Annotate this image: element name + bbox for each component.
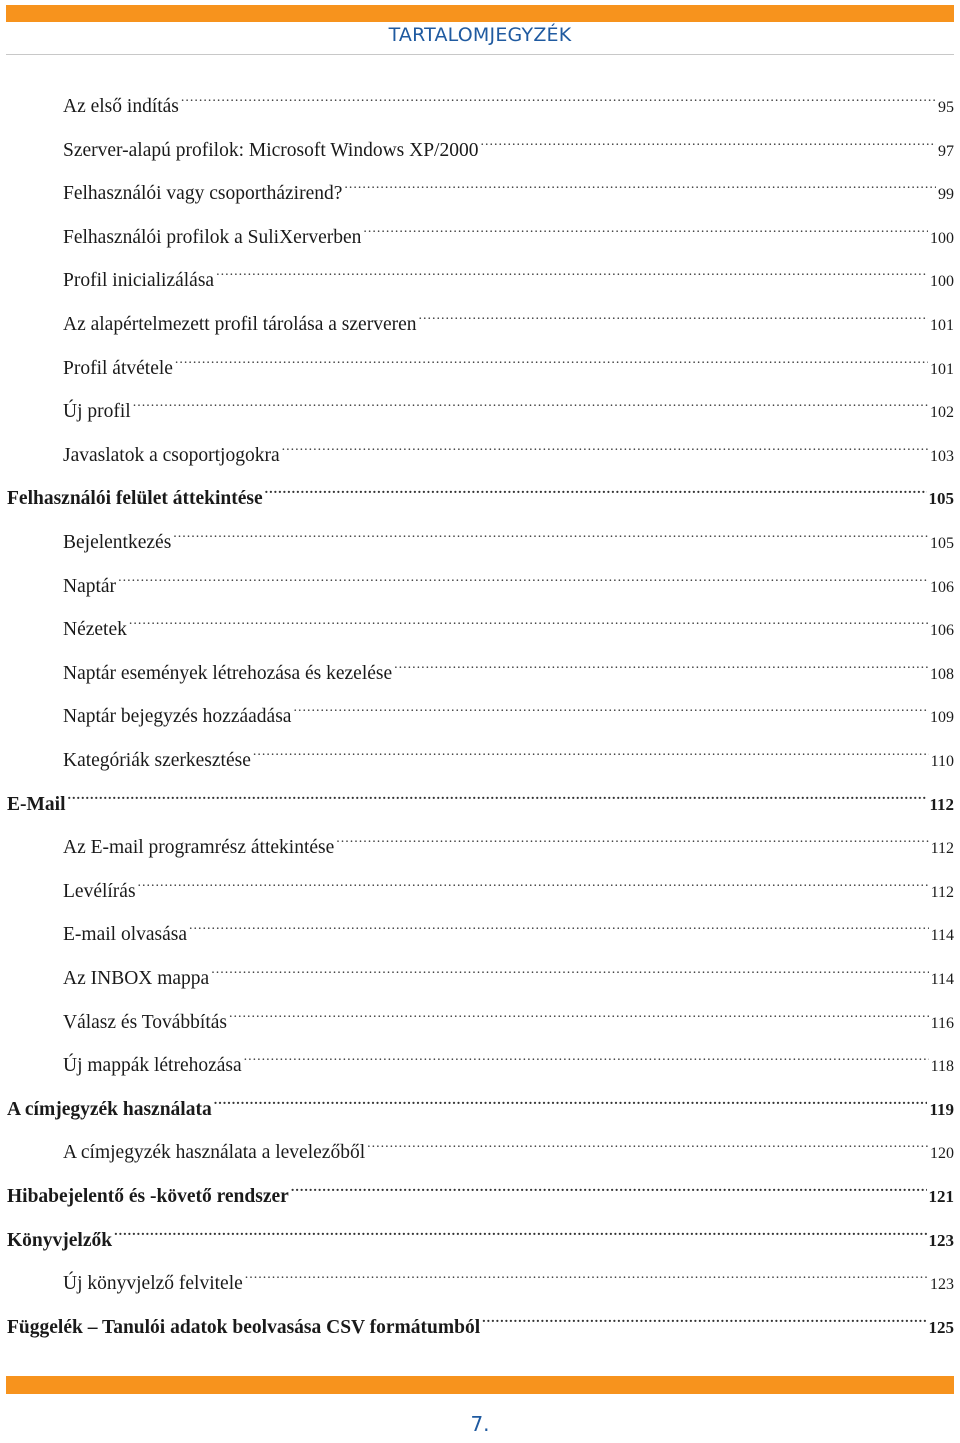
toc-entry[interactable]	[63, 126, 954, 161]
toc-entry[interactable]	[63, 954, 954, 989]
toc-entry-page: 106	[930, 578, 954, 596]
toc-dot-leader	[480, 126, 936, 156]
toc-dot-leader	[336, 823, 928, 853]
toc-dot-leader	[253, 736, 929, 766]
toc-entry[interactable]	[63, 1041, 954, 1077]
toc-dot-leader	[138, 867, 929, 897]
toc-dot-leader	[367, 1128, 928, 1158]
toc-entry-title: Új könyvjelző felvitele	[63, 1273, 243, 1295]
toc-entry-page: 112	[930, 840, 954, 858]
toc-dot-leader	[216, 256, 928, 286]
toc-entry-page: 100	[930, 229, 954, 247]
toc-entry-title: Felhasználói felület áttekintése	[7, 488, 263, 510]
toc-entry[interactable]	[63, 736, 954, 771]
toc-entry-page: 114	[930, 971, 954, 988]
toc-dot-leader	[482, 1303, 926, 1333]
toc-entry[interactable]	[63, 169, 954, 205]
toc-entry-title: Profil átvétele	[63, 357, 173, 379]
toc-entry-title: Naptár	[63, 575, 117, 597]
toc-entry-title: Könyvjelzők	[7, 1229, 113, 1251]
toc-dot-leader	[229, 998, 929, 1028]
toc-entry-page: 108	[930, 665, 954, 683]
toc-entry-title: Javaslatok a csoportjogokra	[63, 444, 280, 466]
toc-entry-page: 112	[929, 794, 954, 814]
toc-entry-title: Szerver-alapú profilok: Microsoft Windows XP/2000	[63, 139, 479, 161]
page-title: TARTALOMJEGYZÉK	[388, 24, 572, 46]
toc-entry-title: A címjegyzék használata	[7, 1098, 212, 1120]
toc-entry[interactable]	[63, 605, 954, 641]
toc-dot-leader	[189, 910, 929, 940]
header-accent-bar	[6, 5, 954, 22]
toc-entry-page: 105	[928, 489, 954, 509]
toc-dot-leader	[419, 300, 928, 330]
toc-entry[interactable]	[7, 1172, 954, 1207]
toc-entry-page: 123	[930, 1276, 954, 1294]
toc-entry-title: Naptár események létrehozása és kezelése	[63, 662, 393, 684]
toc-entry-page: 105	[930, 535, 954, 552]
toc-entry[interactable]	[63, 1259, 954, 1295]
toc-entry-title: Az INBOX mappa	[63, 968, 210, 989]
toc-entry-title: Profil inicializálása	[63, 270, 215, 292]
toc-dot-leader	[214, 1085, 928, 1115]
toc-entry-page: 101	[930, 317, 954, 334]
toc-entry-title: Az E-mail programrész áttekintése	[63, 837, 335, 859]
toc-entry-page: 121	[928, 1187, 954, 1206]
toc-entry-title: Válasz és Továbbítás	[63, 1011, 227, 1033]
toc-entry-title: Bejelentkezés	[63, 532, 172, 553]
toc-entry-title: Felhasználói profilok a SuliXerverben	[63, 226, 362, 248]
header-divider	[6, 54, 954, 55]
toc-entry-page: 97	[938, 142, 954, 160]
toc-entry-title: Új mappák létrehozása	[63, 1055, 242, 1077]
toc-entry[interactable]	[63, 867, 954, 902]
toc-entry-title: Levélírás	[63, 880, 136, 902]
toc-entry[interactable]	[7, 1216, 954, 1251]
toc-entry-title: Új profil	[63, 401, 131, 423]
toc-entry[interactable]	[63, 300, 954, 335]
toc-dot-leader	[244, 1041, 929, 1071]
toc-dot-leader	[114, 1216, 926, 1246]
toc-entry-page: 101	[930, 360, 954, 378]
toc-dot-leader	[173, 518, 928, 548]
toc-entry[interactable]	[63, 998, 954, 1033]
toc-entry[interactable]	[63, 387, 954, 423]
toc-entry-title: Függelék – Tanulói adatok beolvasása CSV formátumból	[7, 1316, 481, 1338]
toc-entry-title: Az első indítás	[63, 96, 179, 117]
toc-entry-title: E-mail olvasása	[63, 924, 187, 946]
toc-entry[interactable]	[7, 474, 954, 510]
toc-entry-page: 123	[928, 1230, 954, 1250]
toc-entry-page: 106	[930, 622, 954, 640]
toc-entry-page: 110	[930, 753, 954, 770]
toc-entry-page: 114	[930, 927, 954, 945]
toc-entry-page: 103	[930, 447, 954, 465]
toc-entry-page: 99	[938, 186, 954, 204]
toc-entry[interactable]	[63, 649, 954, 684]
toc-entry-title: Nézetek	[63, 619, 127, 641]
toc-dot-leader	[68, 780, 928, 810]
toc-dot-leader	[118, 562, 928, 592]
toc-entry[interactable]	[7, 1303, 954, 1338]
toc-entry[interactable]	[63, 256, 954, 292]
toc-entry[interactable]	[7, 780, 954, 815]
toc-entry[interactable]	[63, 431, 954, 466]
toc-entry-title: Hibabejelentő és -követő rendszer	[7, 1186, 289, 1207]
toc-entry-page: 112	[930, 883, 954, 901]
toc-dot-leader	[133, 387, 928, 417]
toc-dot-leader	[291, 1172, 927, 1202]
toc-entry[interactable]	[7, 1085, 954, 1120]
page-number: 7.	[470, 1412, 490, 1436]
toc-entry-page: 102	[930, 404, 954, 422]
footer-accent-bar	[6, 1376, 954, 1394]
toc-entry-title: Kategóriák szerkesztése	[63, 750, 251, 771]
toc-entry-title: A címjegyzék használata a levelezőből	[63, 1142, 366, 1164]
toc-entry-title: Az alapértelmezett profil tárolása a szerveren	[63, 314, 417, 335]
toc-dot-leader	[245, 1259, 928, 1289]
toc-dot-leader	[129, 605, 928, 635]
toc-entry-title: Felhasználói vagy csoportházirend?	[63, 183, 343, 205]
toc-dot-leader	[363, 213, 928, 243]
toc-entry[interactable]	[63, 823, 954, 859]
toc-dot-leader	[293, 692, 928, 722]
toc-dot-leader	[282, 431, 928, 461]
toc-entry[interactable]	[63, 1128, 954, 1164]
toc-dot-leader	[394, 649, 928, 679]
toc-entry[interactable]	[63, 562, 954, 597]
toc-entry[interactable]	[63, 213, 954, 248]
toc-entry-page: 95	[938, 99, 954, 116]
toc-dot-leader	[181, 82, 936, 112]
toc-entry-title: Naptár bejegyzés hozzáadása	[63, 706, 292, 728]
toc-entry-page: 109	[930, 709, 954, 727]
toc-entry-page: 118	[930, 1058, 954, 1076]
toc-entry[interactable]	[63, 518, 954, 553]
toc-entry[interactable]	[63, 910, 954, 946]
toc-entry[interactable]	[63, 344, 954, 379]
toc-dot-leader	[211, 954, 928, 984]
toc-entry-page: 100	[930, 273, 954, 291]
toc-entry-title: E-Mail	[7, 793, 66, 815]
toc-dot-leader	[175, 344, 928, 374]
toc-entry-page: 116	[930, 1014, 954, 1032]
toc-entry-page: 120	[930, 1145, 954, 1163]
toc-dot-leader	[265, 474, 927, 504]
toc-entry[interactable]	[63, 692, 954, 728]
toc-entry[interactable]	[63, 82, 954, 117]
toc-entry-page: 119	[929, 1099, 954, 1119]
toc-dot-leader	[344, 169, 936, 199]
toc-entry-page: 125	[928, 1317, 954, 1337]
